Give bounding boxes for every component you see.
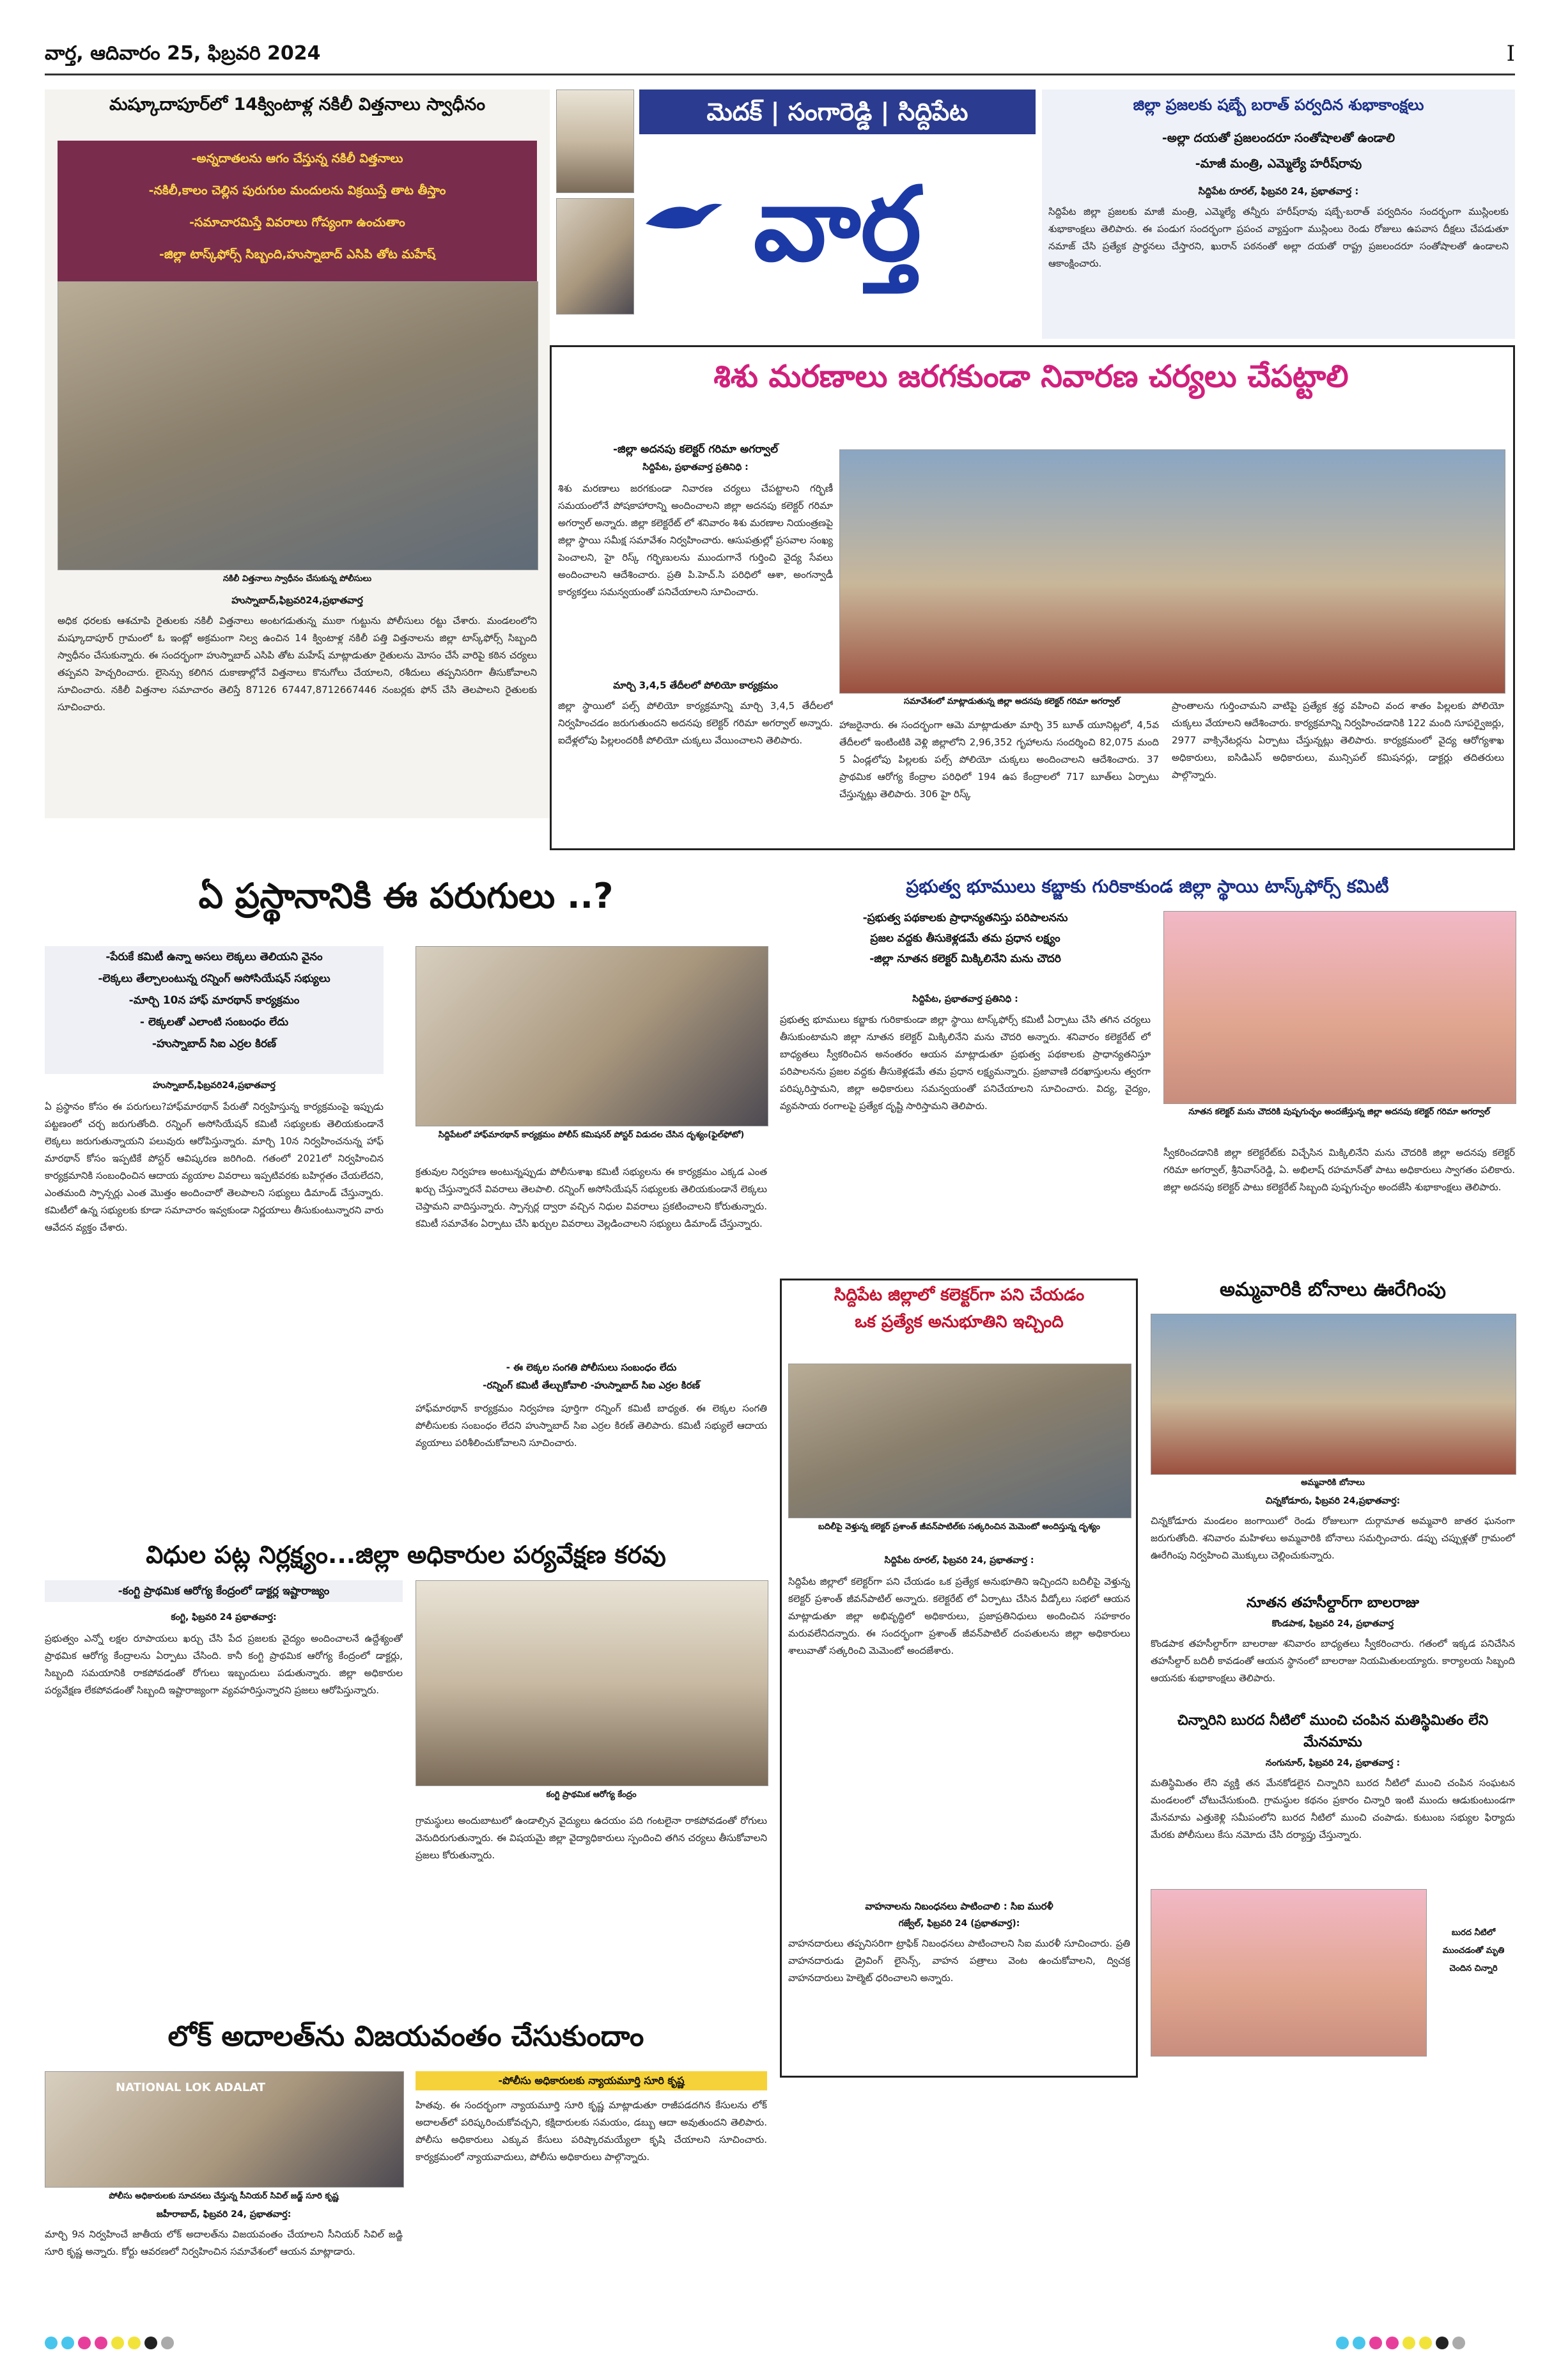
marathon-col2-b: హాఫ్‌మారథాన్ కార్యక్రమం నిర్వహణ పూర్తిగా రన్నింగ్ కమిటీ బాధ్యత. ఈ లెక్కల సంగతి పోలీసులకు సంబంధం లేదని హుస్నాబాద్ సిఐ ఎర్రల కిరణ్ తెలిపారు. కమిటీ సభ్యులే ఆదాయ వ్యయాలు పరిశీలించుకోవాలని సూచించారు. — [416, 1403, 767, 1449]
color-dot — [111, 2337, 124, 2349]
adalat-body: మార్చి 9న నిర్వహించే జాతీయ లోక్ అదాలత్‌ను విజయవంతం చేయాలని సీనియర్ సివిల్ జడ్జి సూరి కృష్ణ అన్నారు. కోర్టు ఆవరణలో నిర్వహించిన సమావేశంలో ఆయన మాట్లాడారు. — [45, 2228, 403, 2257]
marathon-subhead-1: -పేరుకే కమిటీ ఉన్నా అసలు లెక్కలు తెలియని వైనం — [105, 951, 323, 963]
marathon-caption: సిద్దిపేటలో హాఫ్‌మారథాన్ కార్యక్రమం పోలీస్ కమిషనర్ పోస్టర్ విడుదల చేసిన దృశ్యం(ఫైల్‌ఫోటో) — [438, 1130, 745, 1140]
lands-headline: ప్రభుత్వ భూములు కబ్జాకు గురికాకుండ జిల్లా స్థాయి టాస్క్‌ఫోర్స్ కమిటీ — [906, 876, 1389, 897]
bonalu-headline: అమ్మవారికి బోనాలు ఊరేగింపు — [1220, 1279, 1446, 1301]
masthead-date: వార్త, ఆదివారం 25, ఫిబ్రవరి 2024 — [45, 42, 321, 65]
seeds-body: అధిక ధరలకు ఆశచూపి రైతులకు నకిలీ విత్తనాలు అంటగడుతున్న ముఠా గుట్టును పోలీసులు రట్టు చేశారు. మండలంలోని మష్కూదాపూర్ గ్రామంలో ఓ ఇంట్లో అక్రమంగా నిల్వ ఉంచిన 14 క్వింటాళ్ల నకిలీ పత్తి విత్తనాలను జిల్లా టాస్క్‌ఫోర్స్ సిబ్బంది స్వాధీనం చేసుకున్నారు. ఈ సందర్భంగా హుస్నాబాద్ ఎసిపి తోట మహేష్ మాట్లాడుతూ రైతులను మోసం చేసే వారిపై కఠిన చర్యలు తప్పవని హెచ్చరించారు. లైసెన్సు కలిగిన దుకాణాల్లోనే విత్తనాలు కొనుగోలు చేయాలని, రశీదులు తప్పనిసరిగా తీసుకోవాలని సూచించారు. నకిలీ విత్తనాల సమాచారం తెలిస్తే 87126 67447,8712667446 నంబర్లకు ఫోన్ చేసి తెలపాలని రైతులకు సూచించారు. — [58, 615, 537, 713]
festival-headline: జిల్లా ప్రజలకు షబ్బే బరాత్ పర్వదిన శుభాకాంక్షలు — [1133, 96, 1424, 114]
marathon-story — [45, 876, 767, 1521]
seeds-photo — [58, 281, 538, 570]
festival-body: సిద్దిపేట జిల్లా ప్రజలకు మాజీ మంత్రి, ఎమ్మెల్యే తన్నీరు హరీష్‌రావు షబ్బే-బరాత్ పర్వదినం సందర్భంగా ముస్లింలకు శుభాకాంక్షలు తెలిపారు. ఈ పండుగ సందర్భంగా ప్రపంచ వ్యాప్తంగా ముస్లింలు రెండు రోజులు ఉపవాస దీక్షలు చేపడుతూ నమాజ్ చేసి ప్రత్యేక ప్రార్థనలు చేస్తారని, ఖురాన్ పఠనంతో అల్లా దయతో రాష్ట్ర ప్రజలందరూ సంతోషాలతో ఉండాలని ఆకాంక్షించారు. — [1048, 206, 1509, 269]
collector-story — [780, 1279, 1138, 2078]
seeds-subhead-1: -అన్నదాతలను ఆగం చేస్తున్న నకిలీ విత్తనాలు — [191, 152, 403, 166]
lands-body2: స్వీకరించడానికి జిల్లా కలెక్టరేట్‌కు విచ్చేసిన మిక్కిలినేని మను చౌదరికి జిల్లా అదనపు కలెక్టర్ గరిమా అగర్వాల్, శ్రీనివాస్‌రెడ్డి, ఏ. అభిలాష్ రహమాన్‌తో పాటు అధికారులు స్వాగతం పలికారు. జిల్లా అదనపు కలెక్టర్ పాటు కలెక్టరేట్ సిబ్బంది పుష్పగుచ్ఛం అందజేసి శుభాకాంక్షలు తెలిపారు. — [1163, 1147, 1515, 1193]
adalat-subhead: -పోలీసు అధికారులకు న్యాయమూర్తి సూరి కృష్ణ — [416, 2071, 767, 2090]
adalat-caption: పోలీసు అధికారులకు సూచనలు చేస్తున్న సీనియర్ సివిల్ జడ్జ్ సూరి కృష్ణ — [109, 2191, 339, 2201]
lands-subhead-box — [780, 908, 1151, 997]
lands-subhead-3: -జిల్లా నూతన కలెక్టర్ మిక్కిలినేని మను చౌదరి — [869, 953, 1061, 965]
collector-body: సిద్దిపేట జిల్లాలో కలెక్టర్‌గా పని చేయడం ఒక ప్రత్యేక అనుభూతిని ఇచ్చిందని బదిలీపై వెళ్తున్న కలెక్టర్ ప్రశాంత్ జీవన్‌పాటిల్ అన్నారు. కలెక్టరేట్ లో ఏర్పాటు చేసిన వీడ్కోలు సభలో ఆయన మాట్లాడుతూ జిల్లా అభివృద్ధిలో అధికారులు, ప్రజాప్రతినిధులు అందించిన సహకారం మరువలేనిదన్నారు. ఈ సందర్భంగా ప్రశాంత్ జీవన్‌పాటిల్ దంపతులను జిల్లా అధికారులు శాలువాతో సత్కరించి మెమెంటో అందజేశారు. — [788, 1576, 1130, 1656]
color-dot — [128, 2337, 141, 2349]
collector-caption: బదిలీపై వెళ్తున్న కలెక్టర్ ప్రశాంత్ జీవన్‌పాటిల్‌కు సత్కరించిన మెమెంటో అందిస్తున్న దృశ్యం — [818, 1522, 1101, 1532]
lands-caption: నూతన కలెక్టర్ మను చౌదరికి పుష్పగుచ్ఛం అందజేస్తున్న జిల్లా అదనపు కలెక్టర్ గరిమా అగర్వాల్ — [1188, 1107, 1490, 1117]
color-dot — [144, 2337, 157, 2349]
color-dot — [1386, 2337, 1399, 2349]
registration-marks-left — [45, 2337, 249, 2356]
bonalu-story — [1151, 1279, 1515, 2078]
child-body: మతిస్థిమితం లేని వ్యక్తి తన మేనకోడలైన చిన్నారిని బురద నీటిలో ముంచి చంపిన సంఘటన మండలంలో చోటుచేసుకుంది. గ్రామస్థుల కథనం ప్రకారం చిన్నారి ఇంటి ముందు ఆడుకుంటుండగా మేనమామ ఎత్తుకెళ్లి సమీపంలోని బురద నీటిలో ముంచి చంపాడు. కుటుంబ సభ్యుల ఫిర్యాదు మేరకు పోలీసులు కేసు నమోదు చేసి దర్యాప్తు చేస్తున్నారు. — [1151, 1777, 1515, 1840]
health-dateline: కంగ్టి, ఫిబ్రవరి 24 ప్రభాతవార్త: — [171, 1612, 277, 1622]
child-headline: చిన్నారిని బురద నీటిలో ముంచి చంపిన మతిస్థిమితం లేని మేనమామ — [1177, 1713, 1489, 1750]
marathon-subhead-5: -హుస్నాబాద్ సిఐ ఎర్రల కిరణ్ — [152, 1038, 277, 1050]
seeds-dateline: హుస్నాబాద్,ఫిబ్రవరి24,ప్రభాతవార్త — [231, 595, 363, 606]
collector-headline-1: సిద్దిపేట జిల్లాలో కలెక్టర్‌గా పని చేయడం — [834, 1286, 1085, 1305]
adalat-dateline: జహీరాబాద్, ఫిబ్రవరి 24, ప్రభాతవార్త: — [156, 2209, 291, 2220]
infant-caption: సమావేశంలో మాట్లాడుతున్న జిల్లా అదనపు కలెక్టర్ గరిమా అగర్వాల్ — [903, 697, 1121, 706]
color-dot — [1419, 2337, 1432, 2349]
color-dot — [78, 2337, 91, 2349]
marathon-subhead-2: -లెక్కలు తేల్చాలంటున్న రన్నింగ్ అసోసియేషన్ సభ్యులు — [98, 972, 330, 985]
infant-col3: ప్రాంతాలను గుర్తించామని వాటిపై ప్రత్యేక శ్రద్ధ వహించి వంద శాతం పిల్లలకు పోలియో చుక్కలు వేయాలని ఆదేశించారు. కార్యక్రమాన్ని నిర్వహించడానికి 122 మంది సూపర్వైజర్లు, 2977 వాక్సినేటర్లను ఏర్పాటు చేస్తున్నట్లు తెలిపారు. కార్యక్రమంలో వైద్య ఆరోగ్యశాఖ అధికారులు, ఐసిడిఎస్ అధికారులు, మున్సిపల్ కమిషనర్లు, డాక్టర్లు తదితరులు పాల్గొన్నారు. — [1172, 700, 1504, 781]
adalat-body2: హితవు. ఈ సందర్భంగా న్యాయమూర్తి సూరి కృష్ణ మాట్లాడుతూ రాజీపడదగిన కేసులను లోక్ అదాలత్‌లో పరిష్కరించుకోవచ్చని, కక్షిదారులకు సమయం, డబ్బు ఆదా అవుతుందని తెలిపారు. పోలీసు అధికారులు ఎక్కువ కేసులు పరిష్కారమయ్యేలా కృషి చేయాలని సూచించారు. కార్యక్రమంలో న్యాయవాదులు, పోలీసు అధికారులు పాల్గొన్నారు. — [416, 2099, 767, 2163]
masthead-rule — [45, 74, 1515, 75]
infant-col2: హాజరైనారు. ఈ సందర్భంగా ఆమె మాట్లాడుతూ మార్చి 35 బూత్ యూనిట్లలో, 4,5వ తేదీలలో ఇంటింటికి వెళ్లి జిల్లాలోని 2,96,352 గృహాలను సందర్శించి 82,075 మంది 5 ఏండ్లలోపు పిల్లలకు పల్స్ పోలియో చుక్కలు అందించాలని ఆదేశించారు. 37 ప్రాథమిక ఆరోగ్య కేంద్రాల పరిధిలో 194 ఉప కేంద్రాలలో 717 బూత్‌లు ఏర్పాటు చేస్తున్నట్లు తెలిపారు. 306 హై రిస్క్ — [839, 719, 1159, 800]
lands-subhead-1: -ప్రభుత్వ పథకాలకు ప్రాధాన్యతనిస్తు పరిపాలనను — [862, 912, 1068, 924]
seeds-story — [45, 89, 550, 818]
lands-photo — [1163, 911, 1516, 1104]
infant-col1: శిశు మరణాలు జరగకుండా నివారణ చర్యలు చేపట్టాలని గర్భిణీ సమయంలోనే పోషకాహారాన్ని అందించాలని జిల్లా అదనపు కలెక్టర్ గరిమా అగర్వాల్ అన్నారు. జిల్లా కలెక్టరేట్ లో శనివారం శిశు మరణాల నియంత్రణపై జిల్లా స్థాయి సమీక్ష సమావేశం నిర్వహించారు. ఆసుపత్రుల్లో ప్రసవాల సంఖ్య పెంచాలని, హై రిస్క్ గర్భిణులను ముందుగానే గుర్తించి వైద్య సేవలు అందించాలని ఆదేశించారు. ప్రతి పి.హెచ్.సి పరిధిలో ఆశా, అంగన్వాడీ కార్యకర్తలు సమన్వయంతో పనిచేయాలని సూచించారు. — [558, 483, 833, 598]
color-dot — [45, 2337, 58, 2349]
festival-dateline: సిద్దిపేట రూరల్, ఫిబ్రవరి 24, ప్రభాతవార్త : — [1198, 185, 1359, 197]
collector-dateline: సిద్దిపేట రూరల్, ఫిబ్రవరి 24, ప్రభాతవార్త : — [884, 1555, 1034, 1566]
seeds-subhead-3: -సమాచారమిస్తే వివరాలు గోప్యంగా ఉంచుతాం — [189, 215, 405, 229]
child-photo — [1151, 1889, 1427, 2057]
dove-icon — [646, 198, 722, 237]
marathon-subheads — [45, 946, 384, 1074]
health-photo — [416, 1580, 768, 1786]
marathon-dateline: హుస్నాబాద్,ఫిబ్రవరి24,ప్రభాతవార్త — [153, 1080, 276, 1091]
infant-headline: శిశు మరణాలు జరగకుండా నివారణ చర్యలు చేపట్టాలి — [713, 359, 1349, 394]
marathon-col2-sub2: -రన్నింగ్ కమిటీ తేల్చుకోవాలి -హుస్నాబాద్ సిఐ ఎర్రల కిరణ్ — [483, 1380, 700, 1391]
marathon-col2: క్రతువుల నిర్వహణ అంటున్నప్పుడు పోలీసుశాఖ కమిటీ సభ్యులను ఈ కార్యక్రమం ఎక్కడ ఎంత ఖర్చు చేస్తున్నారనే వివరాలు తెలపాలి. రన్నింగ్ అసోసియేషన్ సభ్యులకు తెలియకుండానే లెక్కలు చెప్తామని వాదిస్తున్నారు. స్పాన్సర్ల ద్వారా వచ్చిన నిధుల వివరాలు ప్రకటించాలని కోరుతున్నారు. కమిటీ సమావేశం ఏర్పాటు చేసి ఖర్చుల వివరాలు వెల్లడించాలని సభ్యులు డిమాండ్ చేస్తున్నారు. — [416, 1166, 767, 1229]
festival-subhead-1: -అల్లా దయతో ప్రజలందరూ సంతోషాలతో ఉండాలి — [1162, 131, 1395, 145]
infant-story — [550, 345, 1515, 850]
infant-photo — [839, 449, 1505, 694]
health-body: ప్రభుత్వం ఎన్నో లక్షల రూపాయలు ఖర్చు చేసి పేద ప్రజలకు వైద్యం అందించాలనే ఉద్దేశ్యంతో ప్రాథమిక ఆరోగ్య కేంద్రాలను ఏర్పాటు చేసింది. కానీ కంగ్టి ప్రాథమిక ఆరోగ్య కేంద్రంలో డాక్టర్లు, సిబ్బంది సమయానికి రాకపోవడంతో రోగులు ఇబ్బందులు పడుతున్నారు. జిల్లా అధికారుల పర్యవేక్షణ లేకపోవడంతో సిబ్బంది ఇష్టారాజ్యంగా వ్యవహరిస్తున్నారని ప్రజలు ఆరోపిస్తున్నారు. — [45, 1633, 403, 1696]
marathon-headline: ఏ ప్రస్థానానికి ఈ పరుగులు ..? — [198, 876, 614, 916]
adalat-banner: NATIONAL LOK ADALAT — [116, 2081, 266, 2094]
registration-marks-right — [1336, 2337, 1515, 2356]
color-dot — [1336, 2337, 1349, 2349]
tahsildar-body: కొండపాక తహసీల్దార్‌గా బాలరాజు శనివారం బాధ్యతలు స్వీకరించారు. గతంలో ఇక్కడ పనిచేసిన తహసీల్దార్ బదిలీ కావడంతో ఆయన స్థానంలో బాలరాజు నియమితులయ్యారు. కార్యాలయ సిబ్బంది ఆయనకు శుభాకాంక్షలు తెలిపారు. — [1151, 1638, 1515, 1684]
lands-subhead-2: ప్రజల వద్దకు తీసుకెళ్లడమే తమ ప్రధాన లక్ష్యం — [870, 932, 1061, 945]
adalat-headline: లోక్ అదాలత్‌ను విజయవంతం చేసుకుందాం — [167, 2020, 644, 2053]
color-dot — [161, 2337, 174, 2349]
health-subhead: -కంగ్టి ప్రాథమిక ఆరోగ్య కేంద్రంలో డాక్టర్ల ఇష్టారాజ్యం — [45, 1580, 403, 1602]
bonalu-caption: అమ్మవారికి బోనాలు — [1301, 1478, 1365, 1488]
adalat-photo — [45, 2071, 404, 2188]
masthead-bar — [45, 38, 1515, 70]
color-dot — [61, 2337, 74, 2349]
marathon-col2-sub1: - ఈ లెక్కల సంగతి పోలీసులు సంబంధం లేదు — [506, 1362, 677, 1373]
page-number: I — [1506, 41, 1515, 66]
adalat-story — [45, 2020, 767, 2295]
seeds-caption: నకిలీ విత్తనాలు స్వాధీనం చేసుకున్న పోలీసులు — [222, 574, 372, 584]
tahsildar-headline: నూతన తహసీల్దార్‌గా బాలరాజు — [1246, 1595, 1420, 1611]
lands-body: ప్రభుత్వ భూములు కబ్జాకు గురికాకుండా జిల్లా స్థాయి టాస్క్‌ఫోర్స్ కమిటీ ఏర్పాటు చేసి తగిన చర్యలు తీసుకుంటామని జిల్లా నూతన కలెక్టర్ మిక్కిలినేని మను చౌదరి అన్నారు. శనివారం కలెక్టరేట్ లో బాధ్యతలు స్వీకరించిన అనంతరం ఆయన మాట్లాడుతూ ప్రభుత్వ పథకాలకు ప్రాధాన్యతనిస్తూ పరిపాలనను ప్రజల వద్దకు తీసుకెళ్లడమే తమ ప్రధాన లక్ష్యమన్నారు. ప్రజావాణి దరఖాస్తులను త్వరగా పరిష్కరిస్తామని, జిల్లా అధికారులు సమన్వయంతో పనిచేయాలని సూచించారు. విద్య, వైద్యం, వ్యవసాయ రంగాలపై ప్రత్యేక దృష్టి సారిస్తామని తెలిపారు. — [780, 1014, 1151, 1112]
bonalu-photo — [1151, 1314, 1516, 1475]
color-dot — [1402, 2337, 1415, 2349]
color-dot — [1353, 2337, 1365, 2349]
health-body2: గ్రామస్థులు అందుబాటులో ఉండాల్సిన వైద్యులు ఉదయం పది గంటలైనా రాకపోవడంతో రోగులు వెనుదిరుగుతున్నారు. ఈ విషయమై జిల్లా వైద్యాధికారులు స్పందించి తగిన చర్యలు తీసుకోవాలని ప్రజలు కోరుతున్నారు. — [416, 1815, 767, 1861]
temple-photo-1 — [556, 89, 634, 193]
brand-districts: మెదక్ | సంగారెడ్డి | సిద్దిపేట — [639, 89, 1036, 134]
seeds-subhead-4: -జిల్లా టాస్క్‌ఫోర్స్ సిబ్బంది,హుస్నాబాద్ ఎసిపి తోట మహేష్ — [159, 247, 436, 261]
marathon-subhead-4: - లెక్కలతో ఎలాంటి సంబంధం లేదు — [139, 1016, 289, 1029]
festival-subhead-2: -మాజీ మంత్రి, ఎమ్మెల్యే హరీష్‌రావు — [1195, 157, 1362, 171]
lands-dateline: సిద్దిపేట, ప్రభాతవార్త ప్రతినిధి : — [912, 994, 1018, 1004]
health-caption: కంగ్టి ప్రాథమిక ఆరోగ్య కేంద్రం — [546, 1790, 637, 1800]
infant-col1-b: జిల్లా స్థాయిలో పల్స్ పోలియో కార్యక్రమాన్ని మార్చి 3,4,5 తేదీలలో నిర్వహించడం జరుగుతుందని అదనపు కలెక్టర్ గరిమా అగర్వాల్ అన్నారు. ఐదేళ్లలోపు పిల్లలందరికీ పోలియో చుక్కలు వేయించాలని తెలిపారు. — [558, 700, 833, 746]
health-headline: విధుల పట్ల నిర్లక్ష్యం...జిల్లా అధికారుల పర్యవేక్షణ కరవు — [146, 1541, 666, 1569]
seeds-subhead-2: -నకిలీ,కాలం చెల్లిన పురుగుల మందులను విక్రయిస్తే తాట తీస్తాం — [148, 183, 446, 198]
collector-headline-2: ఒక ప్రత్యేక అనుభూతిని ఇచ్చింది — [855, 1312, 1064, 1332]
collector-body2: వాహనదారులు తప్పనిసరిగా ట్రాఫిక్ నిబంధనలు పాటించాలని సిఐ మురళీ సూచించారు. ప్రతి వాహనదారుడు డ్రైవింగ్ లైసెన్స్, వాహన పత్రాలు వెంట ఉంచుకోవాలని, ద్విచక్ర వాహనదారులు హెల్మెట్ ధరించాలని అన్నారు. — [788, 1938, 1130, 1984]
color-dot — [1436, 2337, 1449, 2349]
brand-block — [556, 89, 1036, 339]
bonalu-body: చిన్నకోడూరు మండలం జంగాయిలో రెండు రోజులుగా దుర్గామాత అమ్మవారి జాతర ఘనంగా జరుగుతోంది. శనివారం మహిళలు అమ్మవారికి బోనాలు సమర్పించారు. డప్పు చప్పుళ్లతో గ్రామంలో ఊరేగింపు నిర్వహించి మొక్కులు చెల్లించుకున్నారు. — [1151, 1515, 1515, 1561]
color-dot — [95, 2337, 107, 2349]
infant-subhead: -జిల్లా అదనపు కలెక్టర్ గరిమా అగర్వాల్ — [612, 443, 779, 456]
child-dateline: నంగునూర్, ఫిబ్రవరి 24, ప్రభాతవార్త : — [1265, 1758, 1401, 1768]
lands-story — [780, 876, 1515, 1272]
health-story — [45, 1541, 767, 2020]
child-photo-caption: బురద నీటిలో ముంచడంతో మృతి చెందిన చిన్నారి — [1442, 1928, 1505, 1973]
bonalu-dateline: చిన్నకోడూరు, ఫిబ్రవరి 24,ప్రభాతవార్త: — [1265, 1496, 1401, 1506]
seeds-headline: మష్కూదాపూర్‌లో 14క్వింటాళ్ల నకిలీ విత్తనాలు స్వాధీనం — [109, 95, 486, 114]
color-dot — [1452, 2337, 1465, 2349]
collector-photo — [788, 1364, 1131, 1518]
brand-logo: వార్త — [753, 164, 922, 284]
infant-col1-subhead: మార్చి 3,4,5 తేదీలలో పోలియో కార్యక్రమం — [613, 680, 778, 691]
temple-photo-2 — [556, 198, 634, 315]
infant-dateline: సిద్దిపేట, ప్రభాతవార్త ప్రతినిధి : — [642, 462, 749, 472]
color-dot — [1369, 2337, 1382, 2349]
tahsildar-dateline: కొండపాక, ఫిబ్రవరి 24, ప్రభాతవార్త — [1271, 1619, 1394, 1629]
marathon-body: ఏ ప్రస్థానం కోసం ఈ పరుగులు?హాఫ్‌మారథాన్ పేరుతో నిర్వహిస్తున్న కార్యక్రమంపై ఇప్పుడు పట్టణంలో చర్చ జరుగుతోంది. రన్నింగ్ అసోసియేషన్ కమిటీ సభ్యులకు తెలియకుండానే లెక్కలు జరుగుతున్నాయని పలువురు ఆరోపిస్తున్నారు. మార్చి 10న నిర్వహించనున్న హాఫ్ మారథాన్ కోసం ఇప్పటికే పోస్టర్ ఆవిష్కరణ జరిగింది. గతంలో 2021లో నిర్వహించిన కార్యక్రమానికి సంబంధించిన ఆదాయ వ్యయాల వివరాలు ఇప్పటివరకు బహిర్గతం చేయలేదని, ఎంతమంది స్పాన్సర్లు ఎంత మొత్తం అందించారో తెలపాలని సభ్యులు డిమాండ్ చేస్తున్నారు. కమిటీలో ఉన్న సభ్యులకు కూడా సమాచారం ఇవ్వకుండా నిర్ణయాలు తీసుకుంటున్నారని వారు ఆవేదన వ్యక్తం చేశారు. — [45, 1101, 384, 1233]
collector-dateline2: గజ్వేల్, ఫిబ్రవరి 24 (ప్రభాతవార్త): — [898, 1918, 1020, 1929]
collector-sub: వాహనాలను నిబంధనలు పాటించాలి : సిఐ మురళీ — [865, 1901, 1053, 1912]
festival-story — [1042, 89, 1515, 339]
marathon-subhead-3: -మార్చి 10న హాఫ్ మారథాన్ కార్యక్రమం — [128, 994, 300, 1007]
marathon-photo — [416, 946, 768, 1126]
